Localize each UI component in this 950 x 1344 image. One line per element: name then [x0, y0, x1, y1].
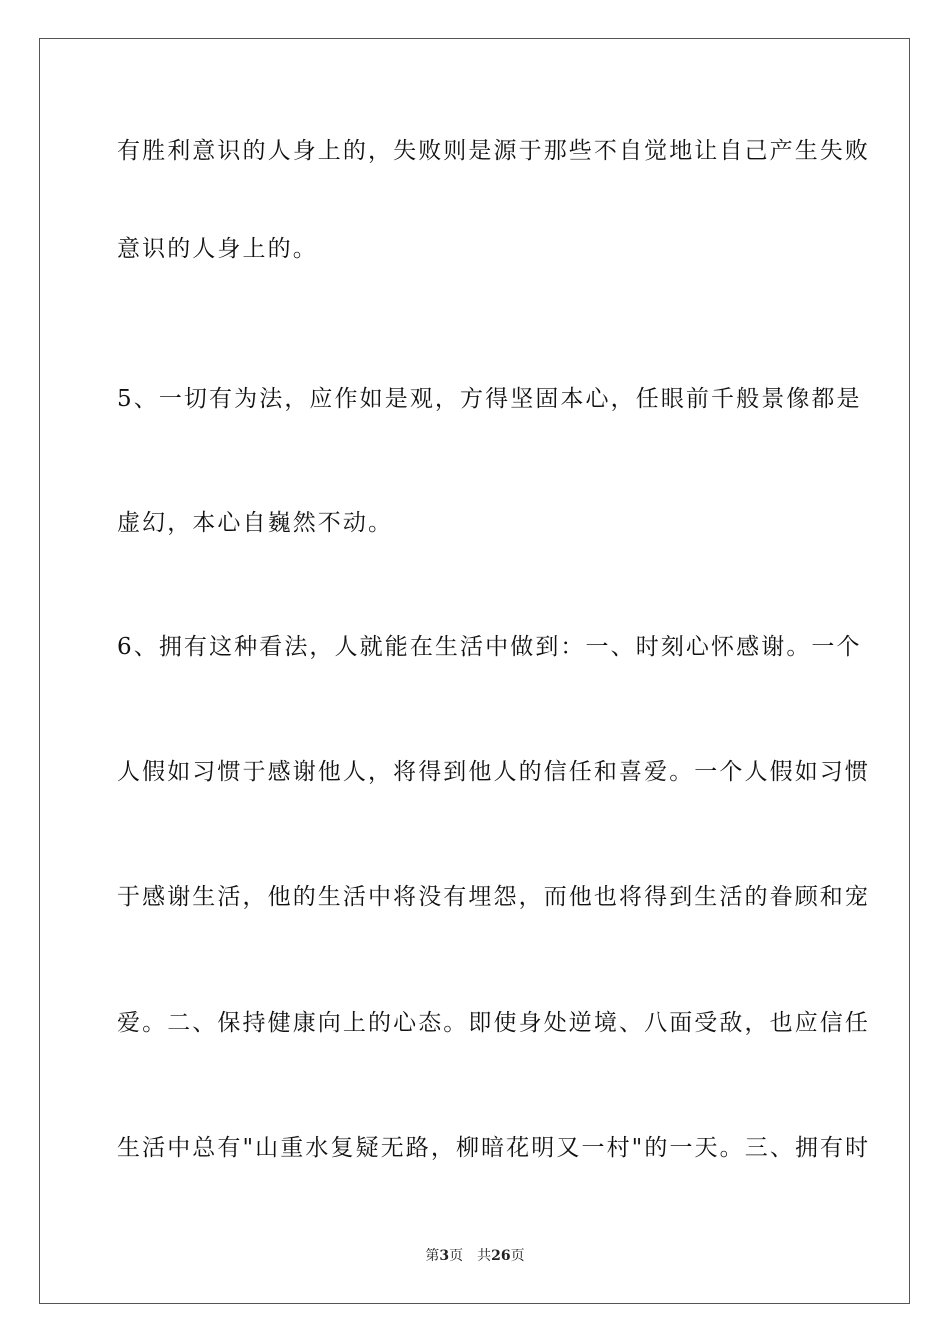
page-footer — [0, 1247, 950, 1265]
body-line-7: 于感谢生活，他的生活中将没有埋怨，而他也将得到生活的眷顾和宠 — [117, 884, 870, 910]
page-prefix: 第 — [425, 1248, 440, 1264]
page-suffix: 页 — [449, 1248, 464, 1264]
total-pages: 26 — [491, 1248, 511, 1264]
body-line-1: 有胜利意识的人身上的，失败则是源于那些不自觉地让自己产生失败 — [117, 138, 870, 164]
page-border — [39, 38, 910, 1304]
body-line-6: 人假如习惯于感谢他人，将得到他人的信任和喜爱。一个人假如习惯 — [117, 759, 870, 785]
body-line-3: 5、一切有为法，应作如是观，方得坚固本心，任眼前千般景像都是 — [117, 386, 862, 412]
total-suffix: 页 — [510, 1248, 525, 1264]
page-number: 3 — [439, 1248, 450, 1264]
body-line-4: 虚幻，本心自巍然不动。 — [117, 510, 394, 536]
total-prefix: 共 — [477, 1248, 492, 1264]
body-line-8: 爱。二、保持健康向上的心态。即使身处逆境、八面受敌，也应信任 — [117, 1010, 870, 1036]
body-line-5: 6、拥有这种看法，人就能在生活中做到：一、时刻心怀感谢。一个 — [117, 634, 862, 660]
body-line-2: 意识的人身上的。 — [117, 236, 318, 262]
body-line-9: 生活中总有"山重水复疑无路，柳暗花明又一村"的一天。三、拥有时 — [117, 1135, 871, 1161]
